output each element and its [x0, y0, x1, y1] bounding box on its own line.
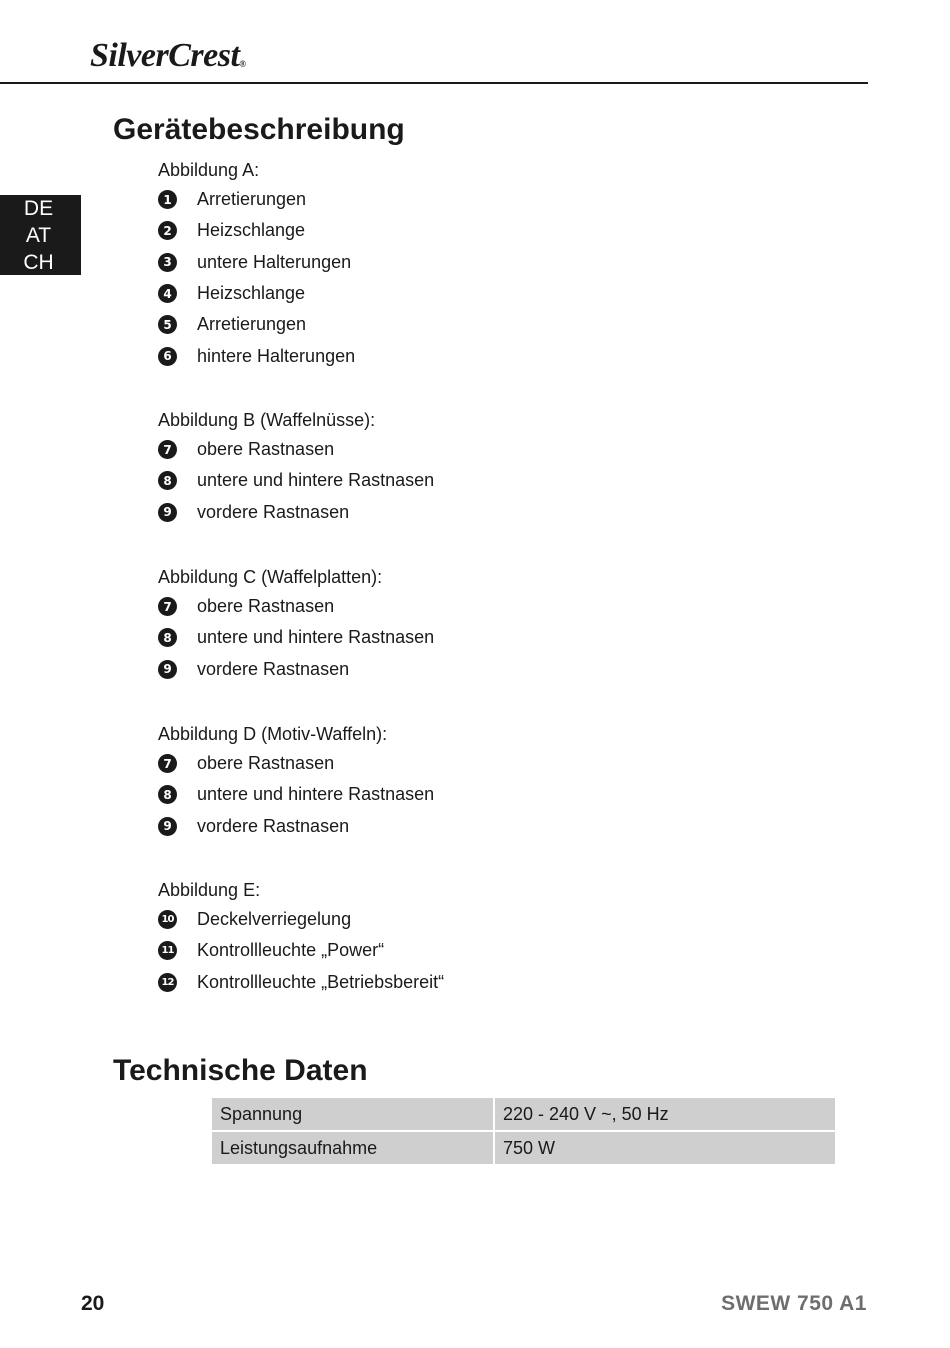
technical-data-table: [212, 1098, 835, 1166]
list-item-label: Heizschlange: [197, 220, 306, 241]
figure-group-a: [158, 157, 355, 372]
number-badge-icon: 8: [158, 471, 177, 490]
language-code: CH: [23, 251, 54, 274]
list-item-label: vordere Rastnasen: [197, 658, 350, 679]
list-item: [158, 904, 444, 935]
number-badge-icon: 4: [158, 284, 177, 303]
list-item: [158, 278, 355, 309]
table-cell-value: 220 - 240 V ~, 50 Hz: [495, 1098, 835, 1130]
number-badge-icon: 5: [158, 315, 177, 334]
list-item: [158, 247, 355, 278]
list-item-label: Deckelverriegelung: [197, 909, 352, 930]
list-item-label: obere Rastnasen: [197, 753, 335, 774]
number-badge-icon: 8: [158, 628, 177, 647]
list-item: [158, 811, 434, 842]
list-item-label: untere Halterungen: [197, 251, 352, 272]
list-item-label: Kontrollleuchte „Betriebsbereit“: [197, 971, 445, 992]
list-item: [158, 465, 434, 496]
number-badge-icon: 1: [158, 190, 177, 209]
number-badge-icon: 2: [158, 221, 177, 240]
list-item-label: untere und hintere Rastnasen: [197, 784, 435, 805]
number-badge-icon: 7: [158, 754, 177, 773]
model-number: SWEW 750 A1: [721, 1292, 867, 1315]
list-item: [158, 309, 355, 340]
number-badge-icon: 12: [158, 973, 177, 992]
list-item: [158, 654, 434, 685]
list-item: [158, 748, 434, 779]
section-title-description: Gerätebeschreibung: [113, 113, 405, 146]
table-row: [212, 1132, 835, 1164]
figure-caption: Abbildung E:: [158, 880, 261, 900]
table-row: [212, 1098, 835, 1130]
header-divider: [0, 82, 868, 84]
brand-logo: [90, 36, 246, 76]
figure-caption: Abbildung A:: [158, 160, 260, 180]
number-badge-icon: 11: [158, 941, 177, 960]
list-item: [158, 935, 444, 966]
brand-logo-text: SilverCrest: [90, 37, 240, 74]
list-item-label: Arretierungen: [197, 189, 307, 210]
number-badge-icon: 7: [158, 597, 177, 616]
table-cell-key: Spannung: [212, 1098, 493, 1130]
table-cell-value: 750 W: [495, 1132, 835, 1164]
language-tab: [0, 195, 81, 275]
table-cell-key: Leistungsaufnahme: [212, 1132, 493, 1164]
list-item: [158, 184, 355, 215]
page-number: 20: [81, 1292, 105, 1315]
number-badge-icon: 7: [158, 440, 177, 459]
number-badge-icon: 10: [158, 910, 177, 929]
list-item-label: vordere Rastnasen: [197, 501, 350, 522]
figure-caption: Abbildung D (Motiv-Waffeln):: [158, 724, 388, 744]
list-item: [158, 215, 355, 246]
number-badge-icon: 9: [158, 660, 177, 679]
list-item-label: untere und hintere Rastnasen: [197, 470, 435, 491]
list-item-label: vordere Rastnasen: [197, 815, 350, 836]
list-item: [158, 779, 434, 810]
number-badge-icon: 6: [158, 347, 177, 366]
list-item: [158, 967, 444, 998]
language-code: AT: [25, 224, 52, 247]
number-badge-icon: 9: [158, 503, 177, 522]
list-item: [158, 497, 434, 528]
list-item-label: obere Rastnasen: [197, 596, 335, 617]
number-badge-icon: 8: [158, 785, 177, 804]
list-item-label: Kontrollleuchte „Power“: [197, 940, 385, 961]
figure-group-d: [158, 721, 434, 842]
list-item-label: Heizschlange: [197, 283, 306, 304]
section-title-technical: Technische Daten: [113, 1054, 368, 1087]
list-item-label: obere Rastnasen: [197, 439, 335, 460]
figure-caption: Abbildung B (Waffelnüsse):: [158, 410, 376, 430]
list-item: [158, 340, 355, 371]
figure-group-c: [158, 564, 434, 685]
list-item: [158, 622, 434, 653]
list-item-label: Arretierungen: [197, 314, 307, 335]
figure-caption: Abbildung C (Waffelplatten):: [158, 567, 383, 587]
figure-group-b: [158, 407, 434, 528]
registered-mark: ®: [239, 59, 246, 69]
number-badge-icon: 3: [158, 253, 177, 272]
list-item: [158, 591, 434, 622]
list-item-label: untere und hintere Rastnasen: [197, 627, 435, 648]
figure-group-e: [158, 877, 444, 998]
language-code: DE: [23, 197, 54, 220]
number-badge-icon: 9: [158, 817, 177, 836]
list-item: [158, 434, 434, 465]
list-item-label: hintere Halterungen: [197, 345, 356, 366]
